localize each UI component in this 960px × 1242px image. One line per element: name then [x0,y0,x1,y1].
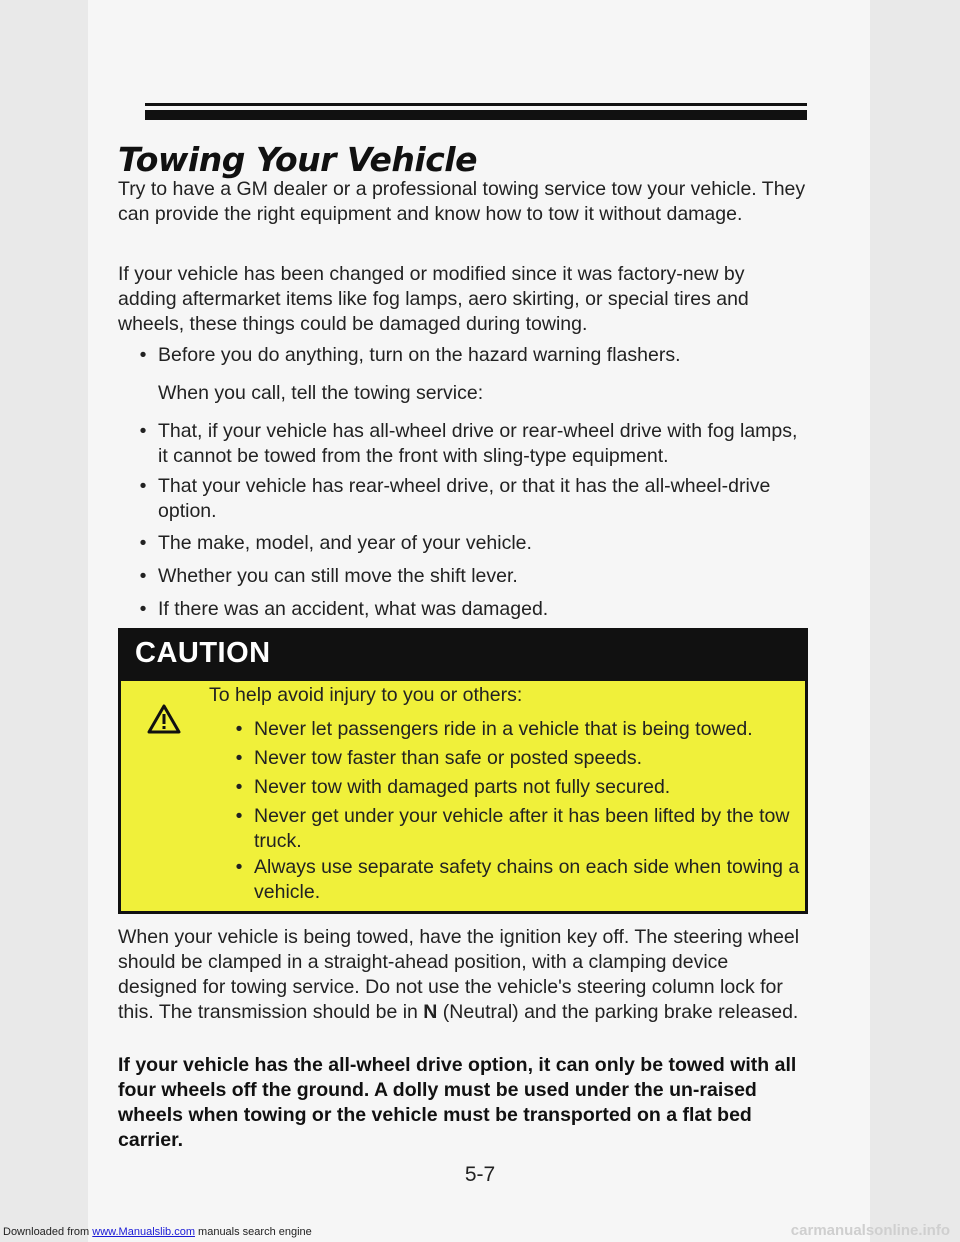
list-item [139,564,808,589]
bullet-text: The make, model, and year of your vehicle. [158,532,532,554]
bullet-text: If there was an accident, what was damaged. [158,598,549,620]
bullet-icon: • [139,598,147,620]
awd-warning: If your vehicle has the all-wheel drive option, it can only be towed with all four wheels off the ground. A dolly must be used under the un-raised wheels when towing or the vehicle must be transported on a flat bed carrier. [118,1054,797,1151]
caution-intro: To help avoid injury to you or others: [209,684,523,706]
ignition-paragraph [118,925,808,1025]
list-item [139,343,808,368]
warning-triangle-icon [147,704,181,734]
bullet-icon: • [139,420,147,442]
call-instruction: When you call, tell the towing service: [158,382,484,404]
caution-item [235,855,824,905]
caution-text: Never let passengers ride in a vehicle that is being towed. [254,718,753,740]
bullet-icon: • [139,475,147,497]
bullet-icon: • [139,565,147,587]
list-item [139,597,808,622]
caution-item [235,746,824,771]
intro-paragraph-1: Try to have a GM dealer or a professional towing service tow your vehicle. They can provide the right equipment and know how to tow it without damage. [118,178,806,225]
caution-box [118,628,808,914]
bullet-text: That, if your vehicle has all-wheel drive or rear-wheel drive with fog lamps, it cannot be towed from the front with sling-type equipment. [158,420,798,467]
bullet-text: Whether you can still move the shift lever. [158,565,518,587]
bullet-icon: • [139,344,147,366]
ignition-text-b: (Neutral) and the parking brake released. [437,1001,799,1023]
bullet-icon: • [139,532,147,554]
page-number: 5-7 [464,1163,496,1186]
header-rule-thick [145,110,807,120]
intro-paragraph-2: If your vehicle has been changed or modified since it was factory-new by adding aftermarket items like fog lamps, aero skirting, or special tires and wheels, these things could be damaged during towing. [118,263,749,335]
bullet-icon: • [235,718,243,740]
header-rule-thin [145,103,807,106]
caution-text: Always use separate safety chains on each side when towing a vehicle. [254,856,800,903]
bullet-text: Before you do anything, turn on the hazard warning flashers. [158,344,681,366]
section-title: Towing Your Vehicle [118,140,477,179]
caution-header [121,631,805,681]
download-footer [3,1226,312,1238]
bullet-text: That your vehicle has rear-wheel drive, or that it has the all-wheel-drive option. [158,475,771,522]
caution-text: Never get under your vehicle after it has been lifted by the tow truck. [254,805,790,852]
caution-text: Never tow with damaged parts not fully secured. [254,776,671,798]
manualslib-link[interactable]: www.Manualslib.com [92,1226,195,1238]
ignition-text-a: When your vehicle is being towed, have the ignition key off. The steering wheel should be clamped in a straight-ahead position, with a clamping device designed for towing service. Do not use the vehicle's steering column lock for this. The transmission should be in [118,926,800,1023]
caution-item [235,775,824,800]
bullet-icon: • [235,776,243,798]
bullet-icon: • [235,856,243,878]
caution-item [235,804,824,854]
footer-suffix: manuals search engine [194,1226,312,1238]
caution-text: Never tow faster than safe or posted speeds. [254,747,643,769]
neutral-letter: N [423,1001,438,1023]
bullet-icon: • [235,805,243,827]
bullet-icon: • [235,747,243,769]
caution-title: CAUTION [135,637,271,669]
list-item [139,531,808,556]
footer-prefix: Downloaded from [3,1226,93,1238]
caution-item [235,717,824,742]
watermark: carmanualsonline.info [790,1222,950,1239]
list-item [139,474,808,524]
list-item [139,419,808,469]
